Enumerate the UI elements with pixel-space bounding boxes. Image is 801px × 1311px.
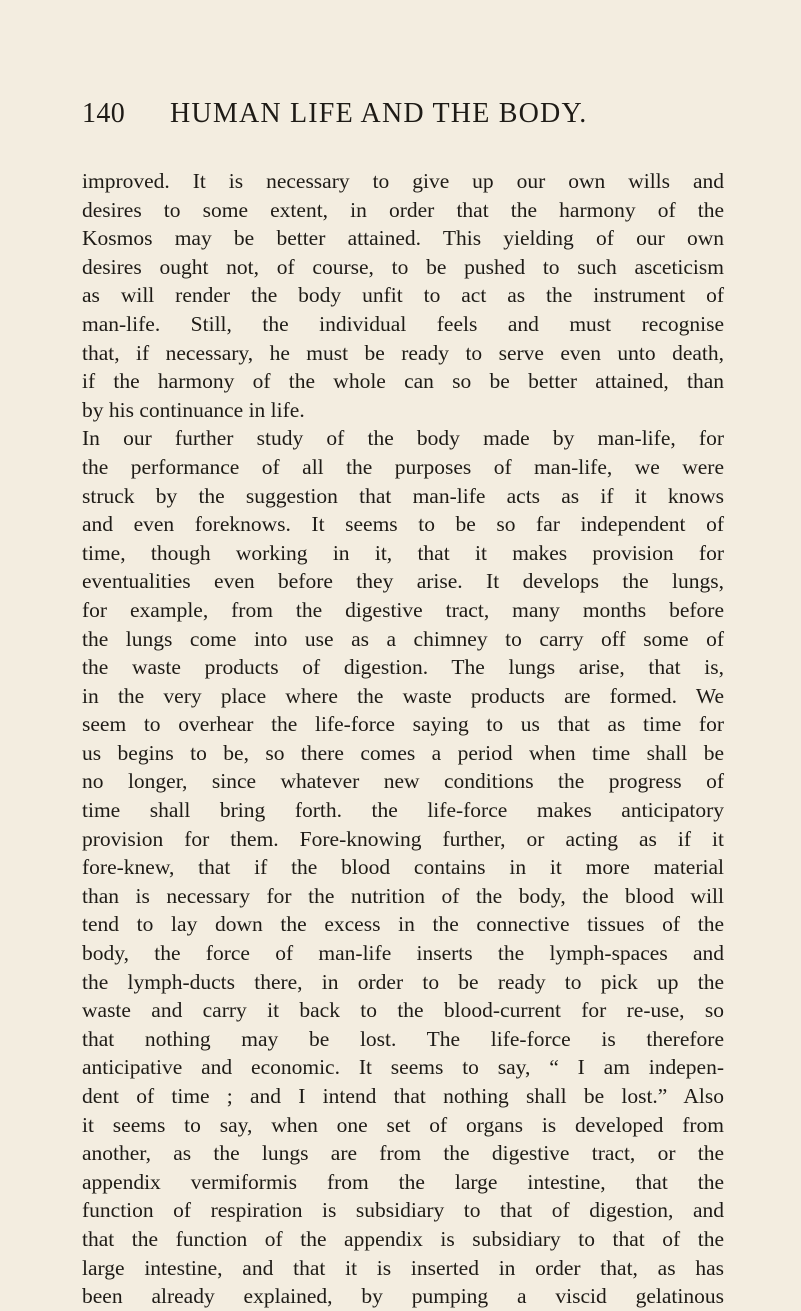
text-line: than is necessary for the nutrition of the body, the blood will bbox=[82, 883, 724, 908]
text-line: seem to overhear the life-force saying to us that as time for bbox=[82, 712, 724, 737]
text-line: provision for them. Fore-knowing further, or acting as if it bbox=[82, 826, 724, 851]
running-title: HUMAN LIFE AND THE BODY. bbox=[170, 98, 588, 129]
text-line: anticipative and economic. It seems to say, “ I am indepen- bbox=[82, 1055, 724, 1080]
running-head bbox=[82, 98, 722, 138]
page-number: 140 bbox=[82, 98, 126, 129]
text-line: man-life. Still, the individual feels and must recognise bbox=[82, 311, 724, 336]
body-text bbox=[82, 167, 724, 1311]
text-line: no longer, since whatever new conditions the progress of bbox=[82, 769, 724, 794]
text-line: and even foreknows. It seems to be so far independent of bbox=[82, 512, 724, 537]
text-line: tend to lay down the excess in the connective tissues of the bbox=[82, 912, 724, 937]
text-line: the performance of all the purposes of man-life, we were bbox=[82, 454, 724, 479]
text-line: the waste products of digestion. The lungs arise, that is, bbox=[82, 655, 724, 680]
text-line: time, though working in it, that it makes provision for bbox=[82, 540, 724, 565]
text-line: the lungs come into use as a chimney to carry off some of bbox=[82, 626, 724, 651]
text-line: improved. It is necessary to give up our own wills and bbox=[82, 169, 724, 193]
text-line: eventualities even before they arise. It develops the lungs, bbox=[82, 569, 724, 594]
text-line-paragraph-end: by his continuance in life. bbox=[82, 397, 305, 422]
text-line: that nothing may be lost. The life-force is therefore bbox=[82, 1026, 724, 1051]
text-line: another, as the lungs are from the digestive tract, or the bbox=[82, 1141, 724, 1166]
text-line: been already explained, by pumping a viscid gelatinous bbox=[82, 1284, 724, 1309]
text-line: as will render the body unfit to act as the instrument of bbox=[82, 283, 724, 308]
text-line: that the function of the appendix is subsidiary to that of the bbox=[82, 1226, 724, 1251]
text-line: the lymph-ducts there, in order to be ready to pick up the bbox=[82, 969, 724, 994]
text-line: waste and carry it back to the blood-current for re-use, so bbox=[82, 998, 724, 1023]
text-line: for example, from the digestive tract, many months before bbox=[82, 597, 724, 622]
text-line: time shall bring forth. the life-force makes anticipatory bbox=[82, 798, 724, 823]
text-line: fore-knew, that if the blood contains in it more material bbox=[82, 855, 724, 880]
text-line: Kosmos may be better attained. This yielding of our own bbox=[82, 226, 724, 251]
text-line: dent of time ; and I intend that nothing shall be lost.” Also bbox=[82, 1084, 724, 1108]
text-line: body, the force of man-life inserts the lymph-spaces and bbox=[82, 941, 724, 966]
text-line: if the harmony of the whole can so be better attained, than bbox=[82, 369, 724, 394]
text-line: desires to some extent, in order that the harmony of the bbox=[82, 197, 724, 222]
text-line: appendix vermiformis from the large intestine, that the bbox=[82, 1169, 724, 1194]
text-line: struck by the suggestion that man-life acts as if it knows bbox=[82, 483, 724, 508]
text-line: that, if necessary, he must be ready to serve even unto death, bbox=[82, 340, 724, 365]
text-line: large intestine, and that it is inserted in order that, as has bbox=[82, 1255, 724, 1280]
text-line: it seems to say, when one set of organs is developed from bbox=[82, 1112, 724, 1137]
text-line: us begins to be, so there comes a period when time shall be bbox=[82, 740, 724, 765]
text-line-paragraph-start: In our further study of the body made by man-life, for bbox=[82, 426, 724, 451]
text-line: desires ought not, of course, to be pushed to such asceticism bbox=[82, 254, 724, 279]
text-line: in the very place where the waste products are formed. We bbox=[82, 683, 724, 708]
text-line: function of respiration is subsidiary to that of digestion, and bbox=[82, 1198, 724, 1223]
